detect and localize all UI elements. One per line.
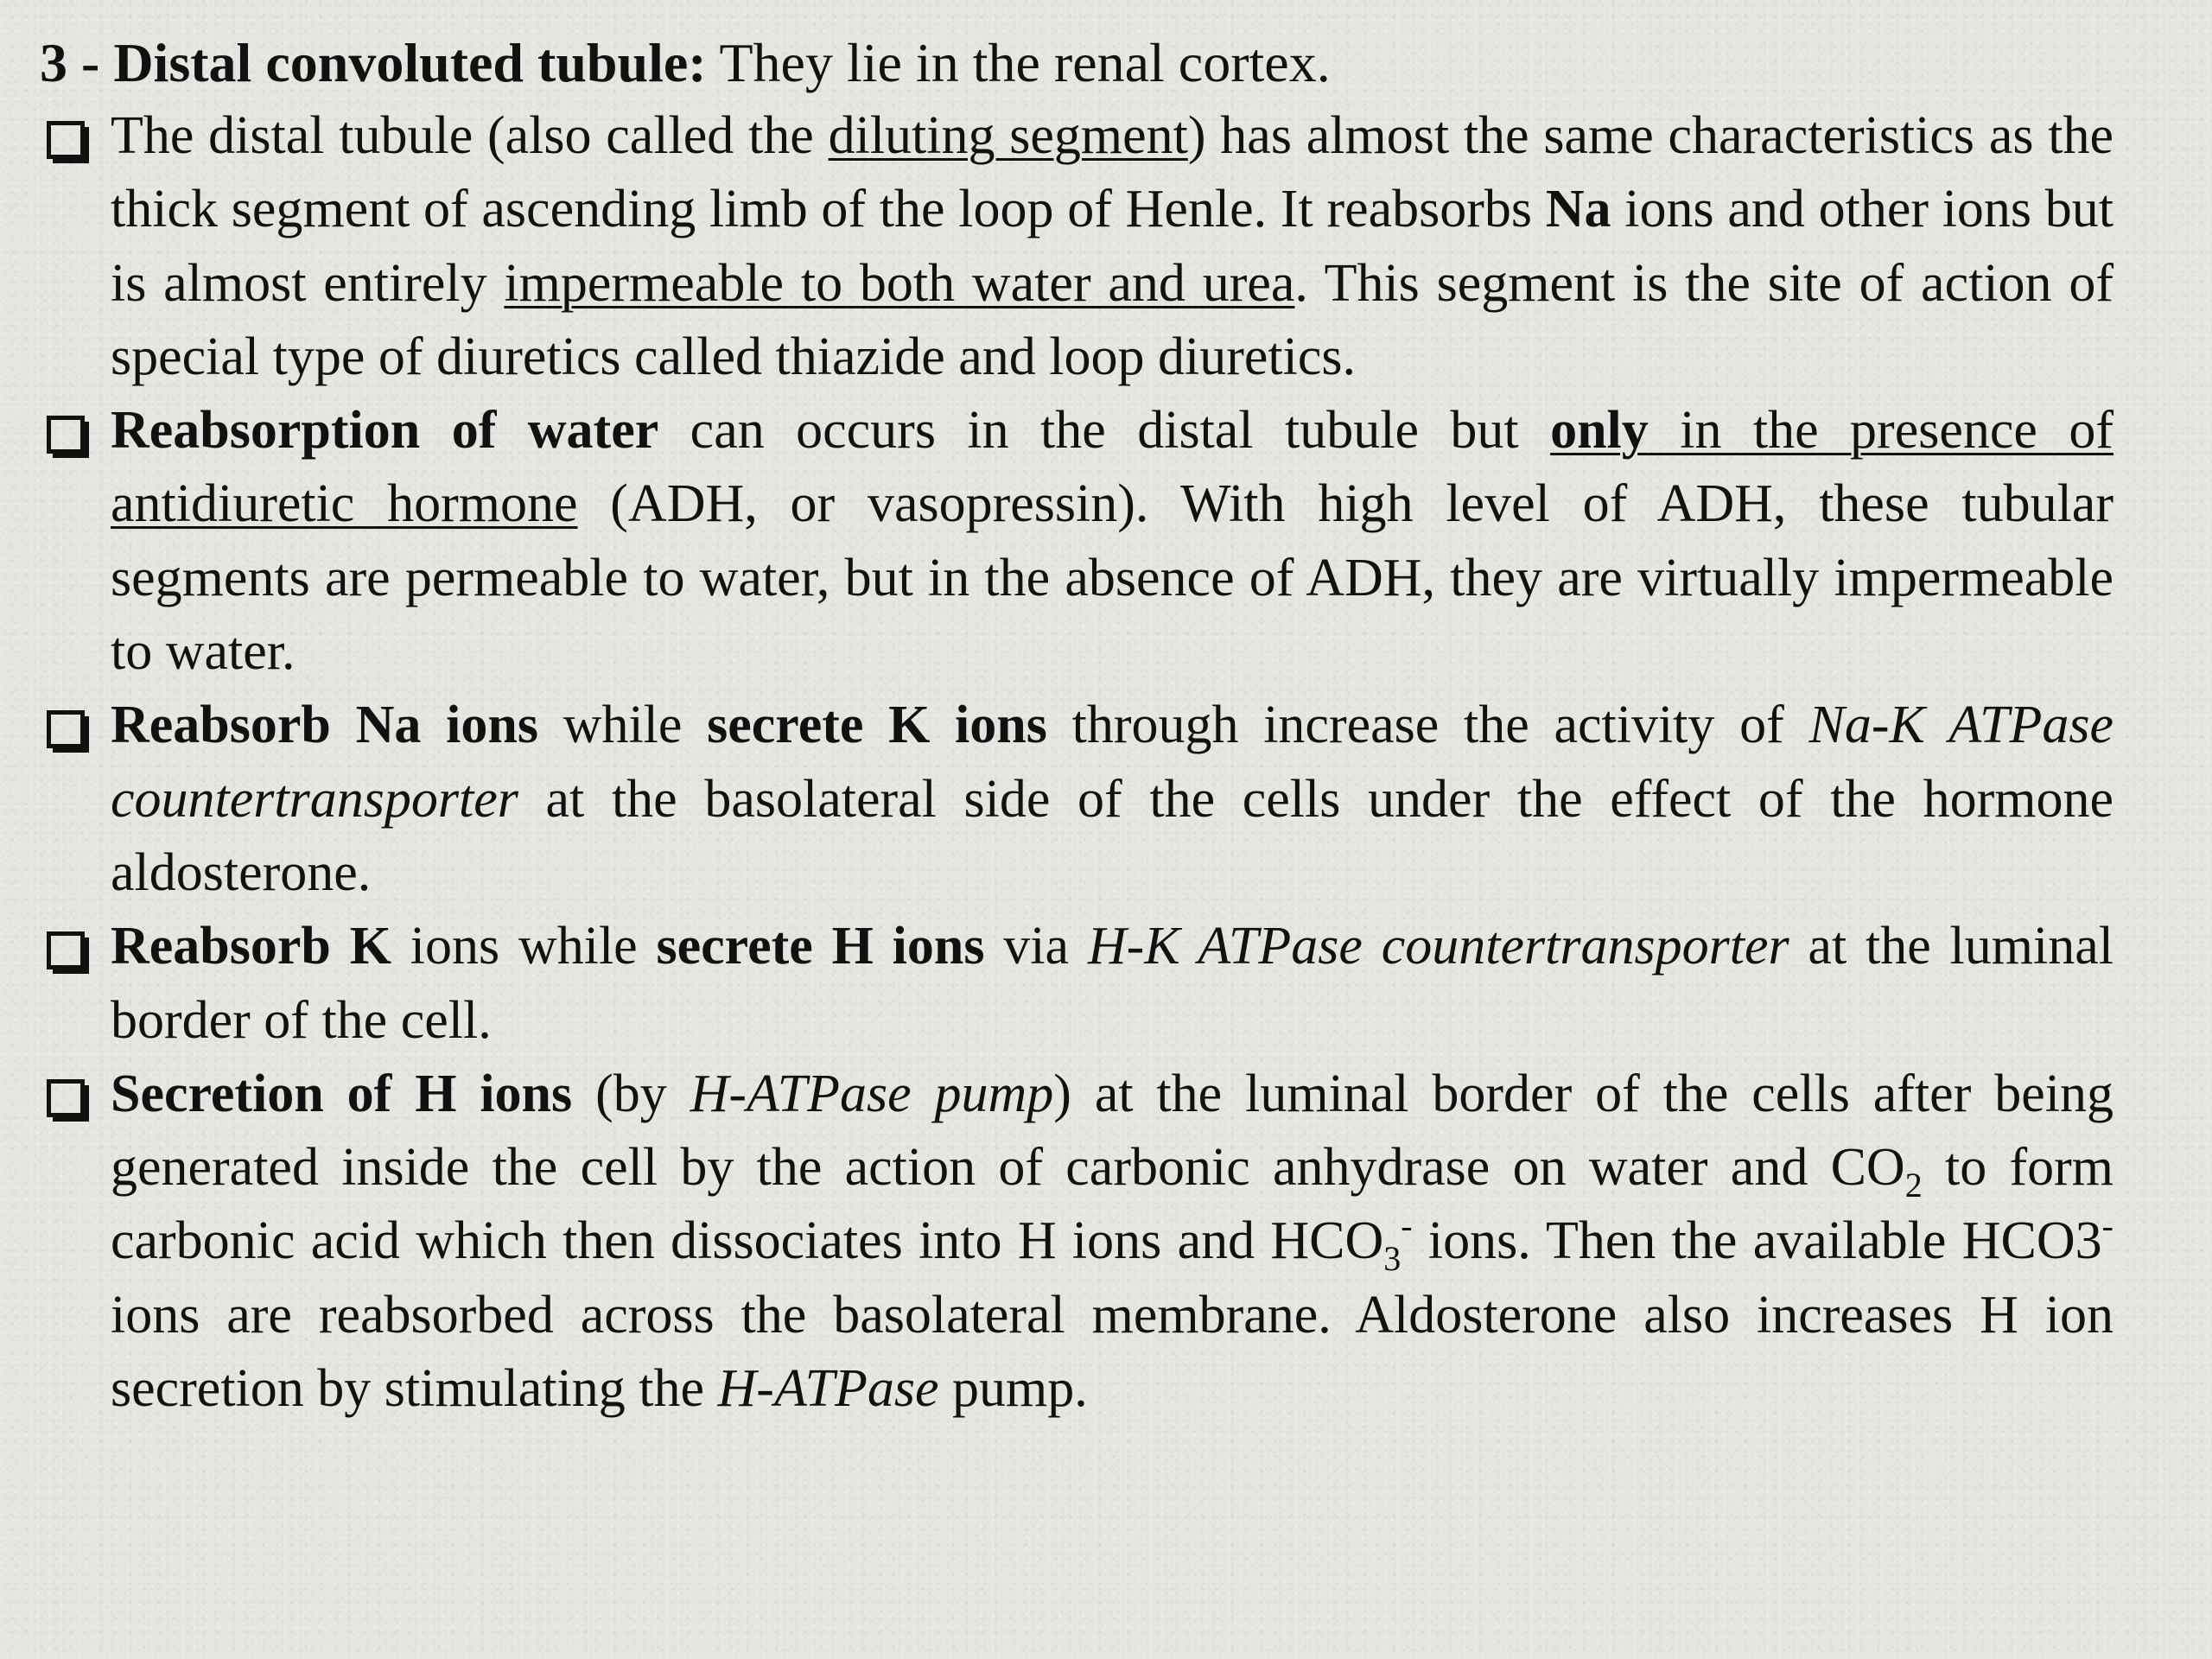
text-run: (by: [572, 1064, 690, 1123]
underlined-term: impermeable to both water and urea: [504, 253, 1295, 313]
text-run: ions and other ions but is almost entirely: [111, 180, 2114, 313]
text-run: to form carbonic acid which then dissociates into H ions and HCO: [111, 1138, 2113, 1271]
subscript: 2: [1904, 1166, 1923, 1205]
superscript: -: [1401, 1206, 1413, 1246]
bold-term: Na: [1545, 180, 1611, 239]
bold-term: Reabsorb K: [111, 917, 391, 976]
bullet-item-k-h: [40, 910, 2113, 1058]
italic-term: H-K ATPase countertransporter: [1087, 917, 1789, 976]
subscript: 3: [1383, 1239, 1402, 1279]
superscript: -: [2101, 1206, 2113, 1246]
text-run: ions. Then the available HCO3: [1412, 1211, 2102, 1271]
checkbox-bullet-icon: [47, 416, 85, 454]
bold-term: Reabsorb Na ions: [111, 696, 538, 755]
bold-term: Secretion of H ions: [111, 1064, 573, 1123]
bullet-item-na-k: [40, 689, 2113, 910]
slide-content: [40, 26, 2113, 1426]
checkbox-bullet-icon: [47, 931, 85, 969]
italic-term: H-ATPase: [717, 1359, 939, 1419]
text-run: at the basolateral side of the cells under the effect of the hormone aldosterone.: [111, 769, 2113, 902]
text-run: through increase the activity of: [1046, 696, 1809, 755]
text-run: ions while: [391, 917, 657, 976]
text-run: (ADH, or vasopressin). With high level of ADH, these tubular segments are permeable to water, but in the absence of ADH, they are virtually impermeable to water.: [111, 474, 2113, 682]
bold-term: Reabsorption of water: [111, 401, 659, 461]
text-run: ions are reabsorbed across the basolateral membrane. Aldosterone also increases H ion secretion by stimulating the: [111, 1285, 2113, 1419]
bold-term: secrete H ions: [656, 917, 985, 976]
checkbox-bullet-icon: [47, 1079, 85, 1117]
underlined-term: in the presence of antidiuretic hormone: [111, 401, 2113, 534]
text-run: can occurs in the distal tubule but: [658, 401, 1551, 461]
text-run: at the luminal border of the cell.: [111, 917, 2113, 1050]
checkbox-bullet-icon: [47, 121, 85, 159]
text-run: while: [537, 696, 708, 755]
italic-term: H-ATPase pump: [690, 1064, 1054, 1123]
bullet-item-h-secretion: [40, 1058, 2113, 1426]
bullet-item-distal-tubule: [40, 99, 2113, 394]
bullet-item-water-reabsorption: [40, 394, 2113, 689]
checkbox-bullet-icon: [47, 710, 85, 748]
text-run: ) has almost the same characteristics as the thick segment of ascending limb of the loop of Henle. It reabsorbs: [111, 106, 2113, 239]
section-heading: [40, 26, 2113, 99]
text-run: ) at the luminal border of the cells after being generated inside the cell by the action of carbonic anhydrase on water and CO: [111, 1064, 2113, 1198]
italic-term: Na-K ATPase countertransporter: [111, 696, 2114, 829]
text-run: . This segment is the site of action of special type of diuretics called thiazide and loop diuretics.: [111, 253, 2113, 386]
bold-underlined-term: only: [1550, 401, 1649, 461]
section-heading-text: They lie in the renal cortex.: [706, 32, 1331, 93]
text-run: via: [984, 917, 1088, 976]
bold-term: secrete K ions: [707, 696, 1047, 755]
section-heading-label: 3 - Distal convoluted tubule:: [40, 32, 707, 93]
text-run: The distal tubule (also called the: [111, 106, 829, 165]
text-run: pump.: [938, 1359, 1088, 1419]
underlined-term: diluting segment: [828, 106, 1188, 165]
